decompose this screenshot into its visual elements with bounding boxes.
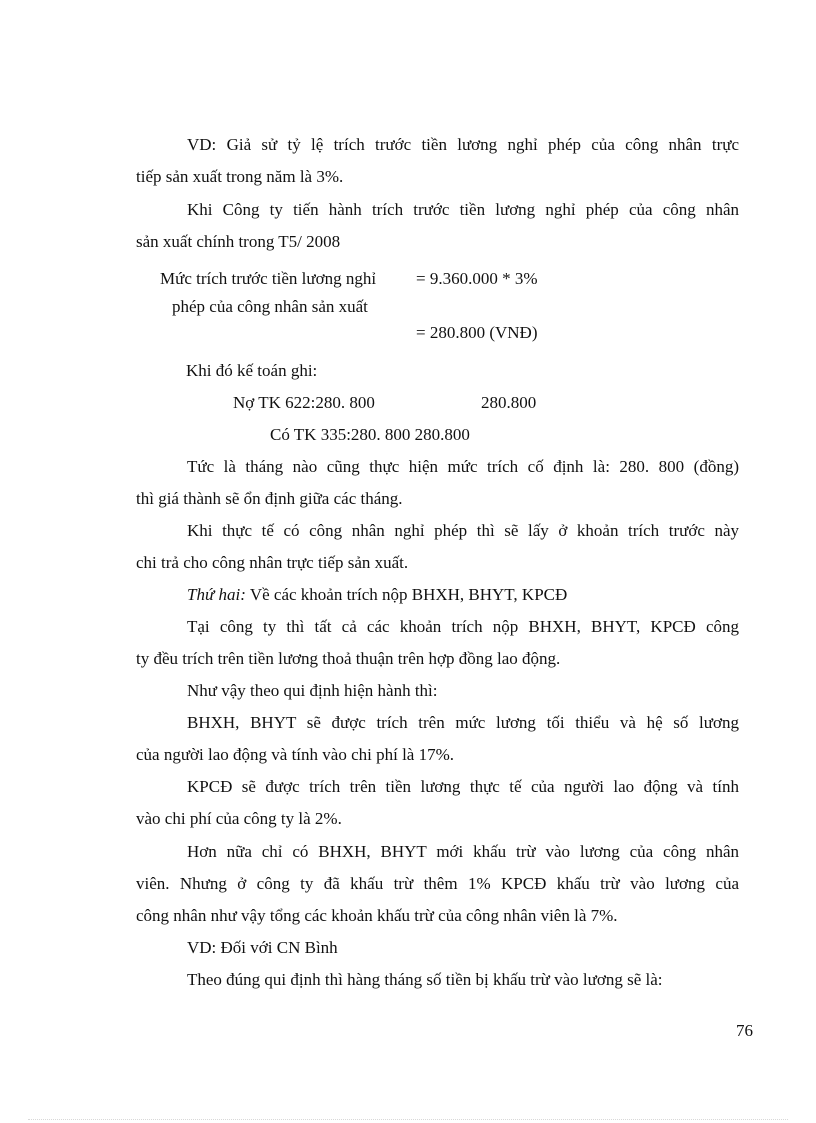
paragraph-line: VD: Giả sử tỷ lệ trích trước tiền lương nghỉ phép của công nhân trực xyxy=(187,135,739,154)
paragraph-heading xyxy=(187,585,567,605)
paragraph-line: ty đều trích trên tiền lương thoả thuận trên hợp đồng lao động. xyxy=(136,649,561,668)
paragraph-line: của người lao động và tính vào chi phí là 17%. xyxy=(136,745,454,764)
paragraph-line: viên. Nhưng ở công ty đã khấu trừ thêm 1% KPCĐ khấu trừ vào lương của xyxy=(136,874,739,893)
formula-label-line-2: phép của công nhân sản xuất xyxy=(172,297,368,316)
paragraph-line: Như vậy theo qui định hiện hành thì: xyxy=(187,681,438,700)
formula-label-line-1: Mức trích trước tiền lương nghỉ xyxy=(160,269,377,288)
journal-credit-entry: Có TK 335:280. 800 280.800 xyxy=(270,425,470,444)
page-bottom-divider xyxy=(28,1119,788,1120)
paragraph-line: Tức là tháng nào cũng thực hiện mức trích cố định là: 280. 800 (đồng) xyxy=(187,457,739,476)
paragraph-line: Tại công ty thì tất cả các khoản trích nộp BHXH, BHYT, KPCĐ công xyxy=(187,617,739,636)
paragraph-line: công nhân như vậy tổng các khoản khấu trừ của công nhân viên là 7%. xyxy=(136,906,618,925)
formula-value-line-1: = 9.360.000 * 3% xyxy=(416,269,538,288)
paragraph-line: Theo đúng qui định thì hàng tháng số tiền bị khấu trừ vào lương sẽ là: xyxy=(187,970,663,989)
heading-italic: Thứ hai: xyxy=(187,585,246,604)
paragraph-line: chi trả cho công nhân trực tiếp sản xuất. xyxy=(136,553,409,572)
paragraph-line: VD: Đối với CN Bình xyxy=(187,938,338,957)
paragraph-line: KPCĐ sẽ được trích trên tiền lương thực tế của người lao động và tính xyxy=(187,777,739,796)
paragraph-line: BHXH, BHYT sẽ được trích trên mức lương tối thiểu và hệ số lương xyxy=(187,713,739,732)
paragraph-line: thì giá thành sẽ ổn định giữa các tháng. xyxy=(136,489,403,508)
formula-value-line-2: = 280.800 (VNĐ) xyxy=(416,323,538,342)
paragraph-line: sản xuất chính trong T5/ 2008 xyxy=(136,232,341,251)
paragraph-line: tiếp sản xuất trong năm là 3%. xyxy=(136,167,344,186)
paragraph-line: Khi đó kế toán ghi: xyxy=(186,361,318,380)
page-number: 76 xyxy=(736,1021,753,1040)
paragraph-line: Hơn nữa chỉ có BHXH, BHYT mới khấu trừ vào lương của công nhân xyxy=(187,842,739,861)
journal-debit-amount: 280.800 xyxy=(481,393,537,412)
heading-text: Về các khoản trích nộp BHXH, BHYT, KPCĐ xyxy=(249,585,568,604)
paragraph-line: vào chi phí của công ty là 2%. xyxy=(136,809,342,828)
paragraph-line: Khi Công ty tiến hành trích trước tiền lương nghỉ phép của công nhân xyxy=(187,200,739,219)
journal-debit-account: Nợ TK 622:280. 800 xyxy=(233,393,375,412)
paragraph-line: Khi thực tế có công nhân nghỉ phép thì sẽ lấy ở khoản trích trước này xyxy=(187,521,739,540)
